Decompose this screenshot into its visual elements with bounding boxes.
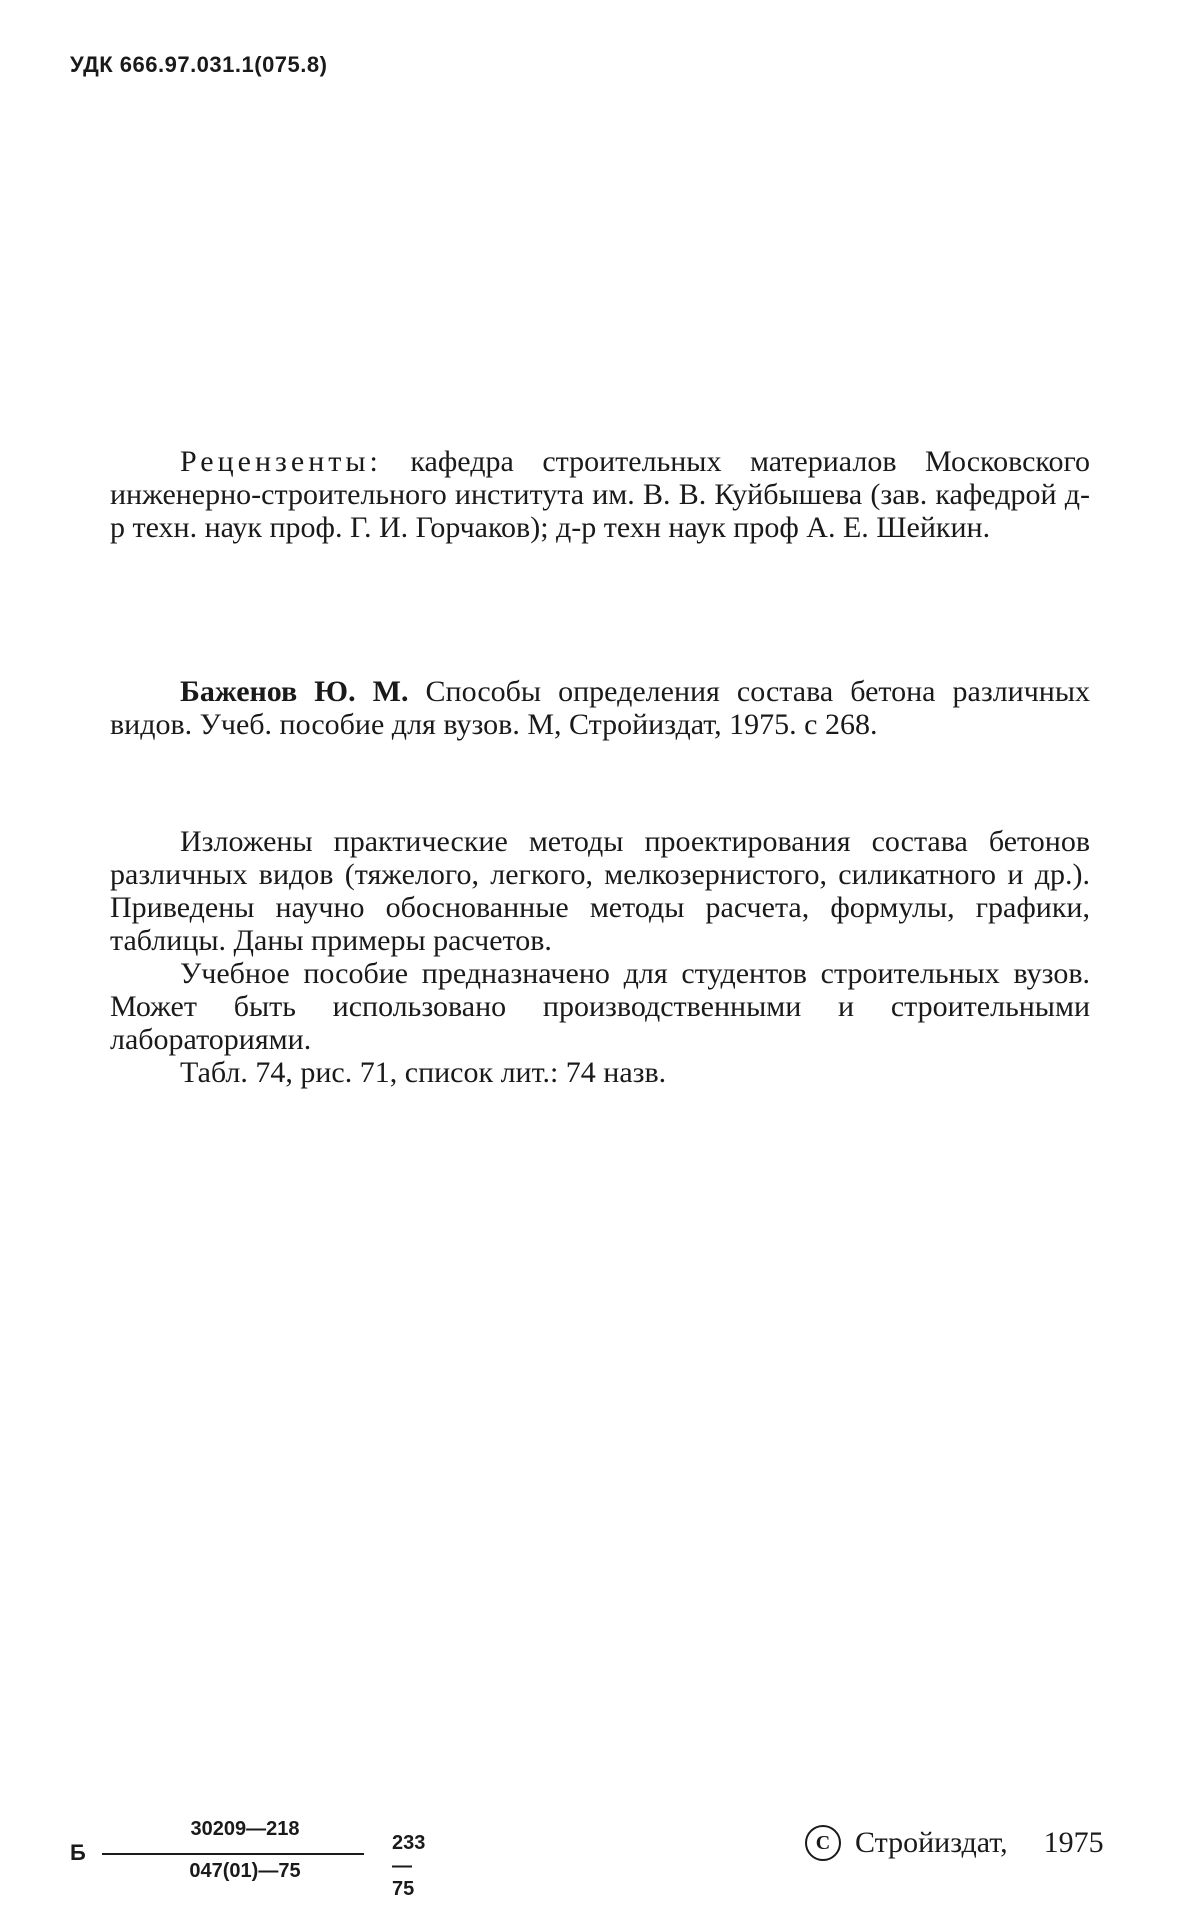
abstract-paragraph: Табл. 74, рис. 71, список лит.: 74 назв. <box>180 1056 667 1089</box>
abstract <box>110 825 1090 1089</box>
reviewers-label: Рецензенты: <box>180 445 382 478</box>
fraction-bar <box>102 1853 364 1855</box>
reviewers-block <box>110 445 1090 544</box>
publisher-name: Стройиздат, <box>855 1826 1008 1859</box>
abstract-paragraph: Учебное пособие предназначено для студентов строительных вузов. Может быть использовано производственными и строительными лабораториями. <box>110 957 1090 1056</box>
imprint-letter: Б <box>70 1840 86 1865</box>
order-number: 233—75 <box>392 1832 426 1900</box>
biblio-text: Способы определения состава бетона различных видов. Учеб. пособие для вузов. М, Стройиздат, 1975. с 268. <box>110 675 1091 741</box>
imprint-denominator: 047(01)—75 <box>189 1860 301 1882</box>
reviewers-text: кафедра строительных материалов Московского инженерно-строительного института им. В. В. Куйбышева (зав. кафедрой д-р техн. наук проф. Г. И. Горчаков); д-р техн наук проф А. Е. Шейкин. <box>110 445 1091 544</box>
udk-code: УДК 666.97.031.1(075.8) <box>70 52 328 77</box>
copyright-year: 1975 <box>1043 1826 1104 1859</box>
copyright-notice <box>805 1825 1104 1861</box>
abstract-paragraph: Изложены практические методы проектирования состава бетонов различных видов (тяжелого, легкого, мелкозернистого, силикатного и др.). Приведены научно обоснованные методы расчета, формулы, графики, таблицы. Даны примеры расчетов. <box>110 825 1090 957</box>
imprint-code <box>70 1818 430 1898</box>
author-name: Баженов Ю. М. <box>180 675 409 708</box>
copyright-icon <box>805 1825 841 1861</box>
bibliographic-entry <box>110 675 1090 741</box>
imprint-numerator: 30209—218 <box>190 1818 300 1840</box>
